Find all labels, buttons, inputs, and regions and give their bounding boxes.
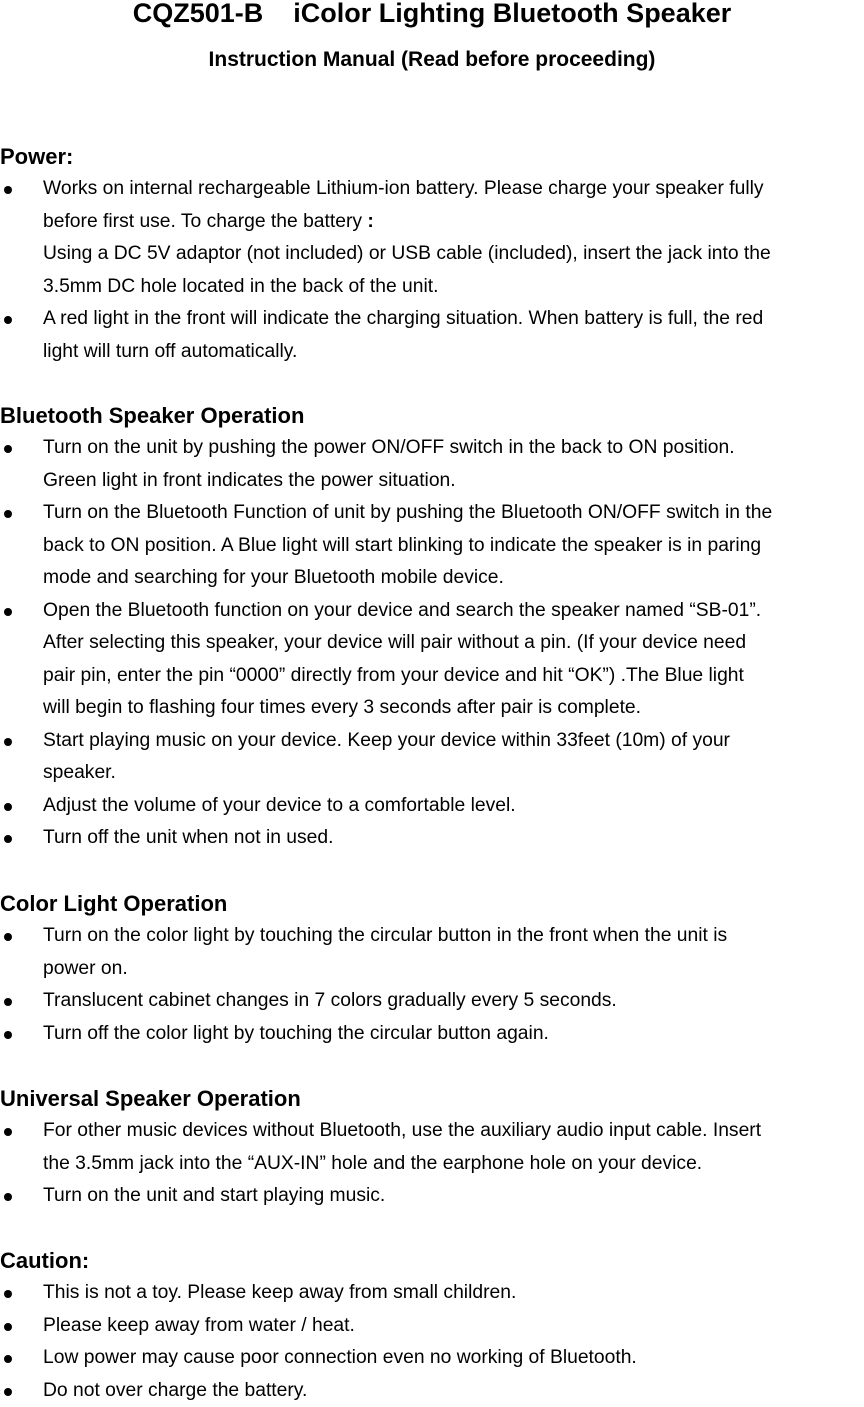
section-heading: Universal Speaker Operation — [0, 1083, 864, 1115]
text-line: Turn on the unit and start playing music. — [43, 1180, 864, 1213]
list-item — [0, 985, 864, 1018]
bullet-icon — [4, 803, 12, 811]
bullet-icon — [4, 186, 12, 194]
text-line: Open the Bluetooth function on your device and search the speaker named “SB-01”. — [43, 595, 864, 628]
bullet-icon — [4, 1128, 12, 1136]
document-title: CQZ501-B iColor Lighting Bluetooth Speaker — [0, 0, 864, 30]
text-line: A red light in the front will indicate the charging situation. When battery is full, the red — [43, 303, 864, 336]
list-item — [0, 1342, 864, 1375]
text-line: Using a DC 5V adaptor (not included) or USB cable (included), insert the jack into the — [43, 238, 864, 271]
list-item — [0, 595, 864, 725]
list-item — [0, 1277, 864, 1310]
text-line: will begin to flashing four times every 3 seconds after pair is complete. — [43, 692, 864, 725]
list-item — [0, 1115, 864, 1180]
bullet-icon — [4, 608, 12, 616]
list-item — [0, 1375, 864, 1407]
bullet-list — [0, 1115, 864, 1213]
bullet-icon — [4, 738, 12, 746]
bullet-icon — [4, 1323, 12, 1331]
bullet-list — [0, 1277, 864, 1407]
bullet-icon — [4, 835, 12, 843]
list-item — [0, 497, 864, 595]
bullet-icon — [4, 1193, 12, 1201]
list-item — [0, 432, 864, 497]
text-line: Please keep away from water / heat. — [43, 1310, 864, 1343]
section-heading: Caution: — [0, 1245, 864, 1277]
text-line: power on. — [43, 953, 864, 986]
list-item — [0, 173, 864, 303]
bullet-icon — [4, 1355, 12, 1363]
bullet-icon — [4, 316, 12, 324]
text-line: pair pin, enter the pin “0000” directly from your device and hit “OK”) .The Blue light — [43, 660, 864, 693]
section-power — [0, 141, 864, 368]
text-line: Works on internal rechargeable Lithium-ion battery. Please charge your speaker fully — [43, 173, 864, 206]
bullet-icon — [4, 1290, 12, 1298]
bullet-list — [0, 173, 864, 368]
list-item — [0, 1180, 864, 1213]
text-line: mode and searching for your Bluetooth mobile device. — [43, 562, 864, 595]
text-line: This is not a toy. Please keep away from small children. — [43, 1277, 864, 1310]
section-heading: Bluetooth Speaker Operation — [0, 400, 864, 432]
list-item — [0, 790, 864, 823]
list-item — [0, 725, 864, 790]
text-line: Adjust the volume of your device to a comfortable level. — [43, 790, 864, 823]
text-fragment: before first use. To charge the battery — [43, 211, 362, 232]
section-heading: Power: — [0, 141, 864, 173]
text-line: Turn off the color light by touching the circular button again. — [43, 1018, 864, 1051]
section-universal — [0, 1083, 864, 1213]
text-line: Green light in front indicates the power situation. — [43, 465, 864, 498]
text-line: light will turn off automatically. — [43, 336, 864, 369]
text-line: the 3.5mm jack into the “AUX-IN” hole and the earphone hole on your device. — [43, 1148, 864, 1181]
text-line: speaker. — [43, 757, 864, 790]
text-line: 3.5mm DC hole located in the back of the unit. — [43, 271, 864, 304]
text-line: Translucent cabinet changes in 7 colors gradually every 5 seconds. — [43, 985, 864, 1018]
document-subtitle: Instruction Manual (Read before proceeding) — [0, 45, 864, 75]
text-line: back to ON position. A Blue light will start blinking to indicate the speaker is in paring — [43, 530, 864, 563]
section-heading: Color Light Operation — [0, 888, 864, 920]
text-line: Turn on the Bluetooth Function of unit by pushing the Bluetooth ON/OFF switch in the — [43, 497, 864, 530]
bullet-icon — [4, 1388, 12, 1396]
list-item — [0, 1018, 864, 1051]
text-line: After selecting this speaker, your device will pair without a pin. (If your device need — [43, 627, 864, 660]
bullet-icon — [4, 933, 12, 941]
list-item — [0, 920, 864, 985]
text-line: Low power may cause poor connection even no working of Bluetooth. — [43, 1342, 864, 1375]
section-color-light — [0, 888, 864, 1050]
bullet-list — [0, 920, 864, 1050]
text-line-with-colon — [43, 206, 864, 239]
text-line: For other music devices without Bluetooth, use the auxiliary audio input cable. Insert — [43, 1115, 864, 1148]
list-item — [0, 303, 864, 368]
text-line: Turn off the unit when not in used. — [43, 822, 864, 855]
section-caution — [0, 1245, 864, 1407]
bullet-icon — [4, 1031, 12, 1039]
bullet-icon — [4, 445, 12, 453]
section-bluetooth — [0, 400, 864, 855]
bullet-icon — [4, 510, 12, 518]
text-line: Do not over charge the battery. — [43, 1375, 864, 1407]
text-line: Turn on the color light by touching the circular button in the front when the unit is — [43, 920, 864, 953]
colon-mark: : — [367, 211, 373, 232]
list-item — [0, 822, 864, 855]
bullet-icon — [4, 998, 12, 1006]
bullet-list — [0, 432, 864, 855]
text-line: Start playing music on your device. Keep your device within 33feet (10m) of your — [43, 725, 864, 758]
list-item — [0, 1310, 864, 1343]
text-line: Turn on the unit by pushing the power ON/OFF switch in the back to ON position. — [43, 432, 864, 465]
